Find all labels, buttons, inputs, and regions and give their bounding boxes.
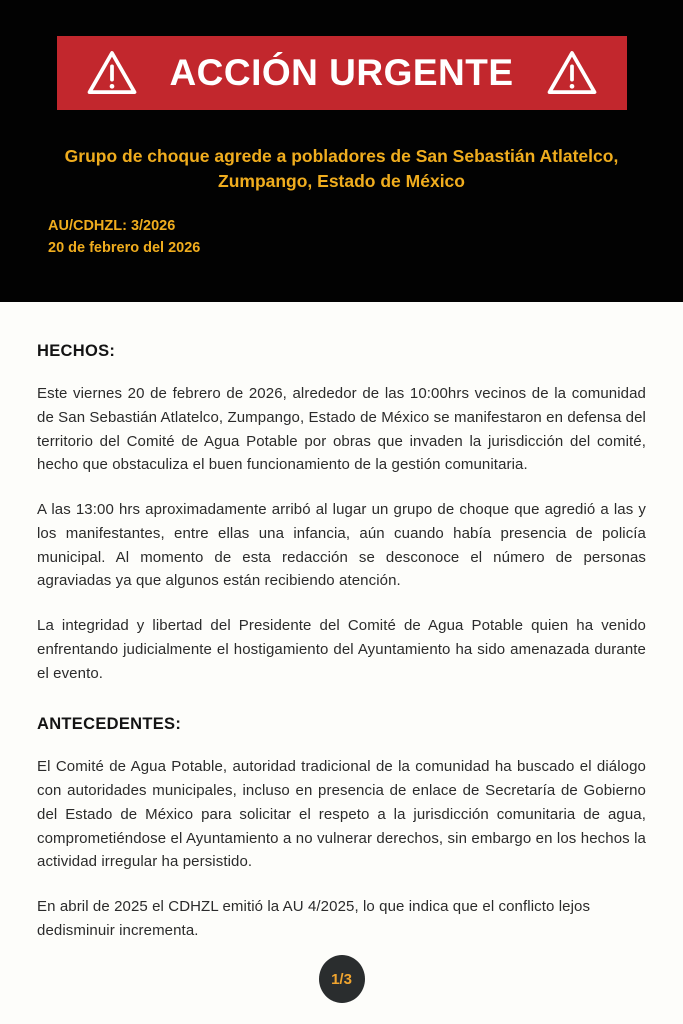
warning-triangle-icon [545,48,599,98]
reference-number: AU/CDHZL: 3/2026 [48,217,176,234]
page-indicator-badge [319,955,365,1003]
section-heading-antecedentes: ANTECEDENTES: [37,715,182,734]
document-date: 20 de febrero del 2026 [48,240,201,257]
flyer-body [0,302,683,943]
urgent-action-banner [57,36,627,110]
section-heading-hechos: HECHOS: [37,342,116,360]
paragraph-hechos-3: La integridad y libertad del Presidente del Comité de Agua Potable quien ha venido enfrentando judicialmente el hostigamiento del Ayuntamiento ha sido amenazada durante el evento. [37,617,646,682]
paragraph-antecedentes-1: El Comité de Agua Potable, autoridad tradicional de la comunidad ha buscado el diálogo con autoridades municipales, incluso en presencia de enlace de Secretaría de Gobierno del Estado de México para solicitar el respeto a la jurisdicción comunitaria de agua, comprometiéndose el Ayuntamiento a no vulnerar derechos, sin embargo en los hechos la actividad irregular ha persistido. [37,758,646,871]
paragraph-hechos-2: A las 13:00 hrs aproximadamente arribó al lugar un grupo de choque que agredió a las y los manifestantes, entre ellas una infancia, aún cuando había presencia de policía municipal. Al momento de esta redacción se desconoce el número de personas agraviadas ya que algunos están recibiendo atención. [37,501,646,590]
warning-triangle-icon [85,48,139,98]
paragraph-antecedentes-2: En abril de 2025 el CDHZL emitió la AU 4/2025, lo que indica que el conflicto lejos dedisminuir incrementa. [37,898,591,940]
page-number: 1/3 [331,970,352,988]
banner-title: ACCIÓN URGENTE [169,52,514,93]
paragraph-hechos-1: Este viernes 20 de febrero de 2026, alrededor de las 10:00hrs vecinos de la comunidad de San Sebastián Atlatelco, Zumpango, Estado de México se manifestaron en defensa del territorio del Comité de Agua Potable por obras que invaden la jurisdicción del comité, hecho que obstaculiza el buen funcionamiento de la gestión comunitaria. [37,385,646,474]
flyer-header [0,0,683,302]
document-meta [48,215,683,260]
headline: Grupo de choque agrede a pobladores de San Sebastián Atlatelco, Zumpango, Estado de México [64,146,619,192]
